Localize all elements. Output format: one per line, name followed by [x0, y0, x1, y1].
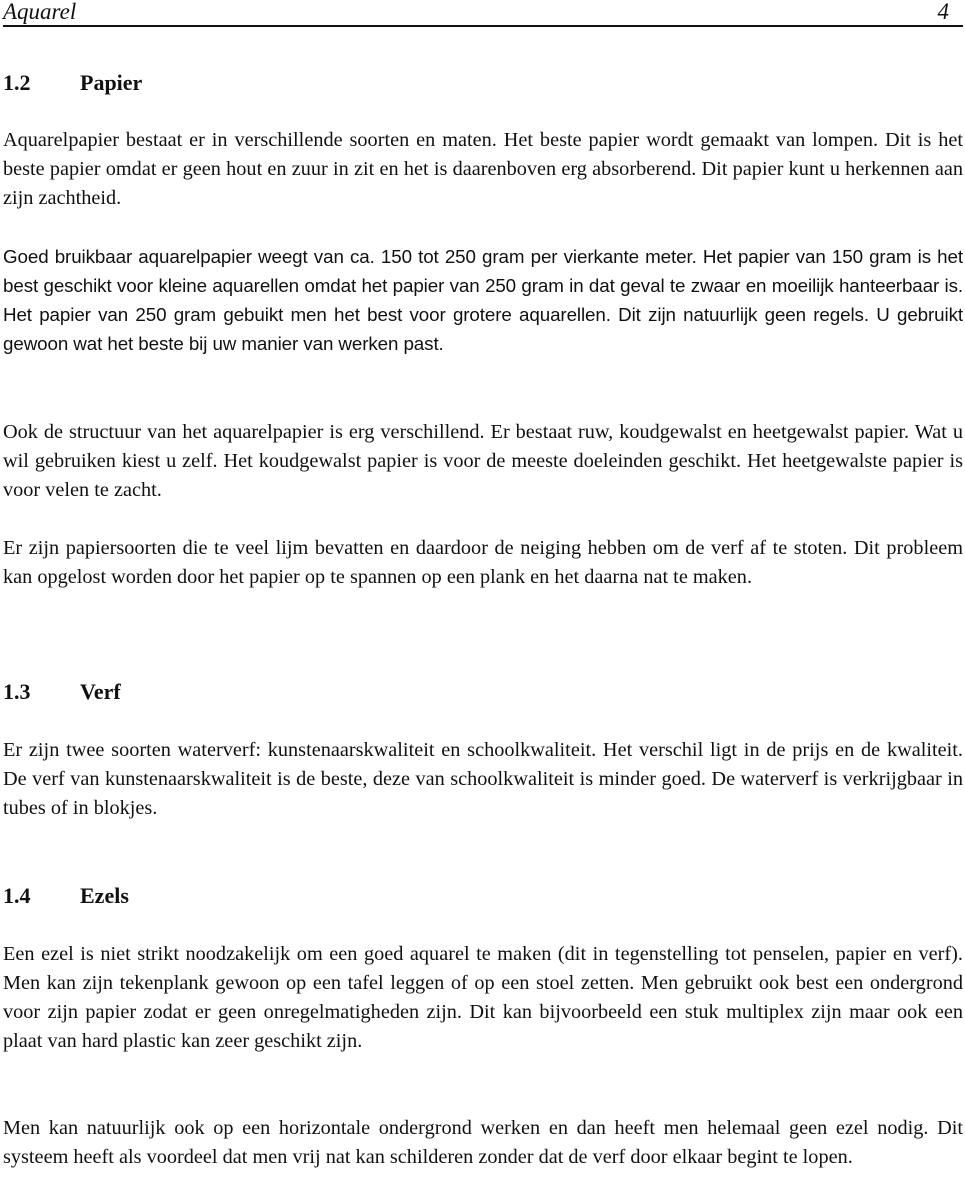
section-number: 1.3 [3, 679, 31, 704]
paragraph: Aquarelpapier bestaat er in verschillende soorten en maten. Het beste papier wordt gemaakt van lompen. Dit is het beste papier omdat er geen hout en zuur in zit en het is daarenboven erg absorberend. Dit papier kunt u herkennen aan zijn zachtheid. [3, 129, 963, 210]
page-number: 4 [937, 0, 949, 24]
header-title: Aquarel [3, 0, 77, 24]
paragraph: Men kan natuurlijk ook op een horizontale ondergrond werken en dan heeft men helemaal geen ezel nodig. Dit systeem heeft als voordeel dat men vrij nat kan schilderen zonder dat de verf door elkaar begint te lopen. [3, 1117, 963, 1169]
section-heading-papier [3, 70, 142, 96]
paragraph: Er zijn papiersoorten die te veel lijm bevatten en daardoor de neiging hebben om de verf af te stoten. Dit probleem kan opgelost worden door het papier op te spannen op een plank en het daarna nat te maken. [3, 537, 963, 589]
section-title: Verf [80, 679, 121, 704]
section-number: 1.2 [3, 70, 31, 95]
section-heading-ezels [3, 883, 129, 909]
paragraph: Een ezel is niet strikt noodzakelijk om een goed aquarel te maken (dit in tegenstelling tot penselen, papier en verf). Men kan zijn tekenplank gewoon op een tafel leggen of op een stoel zetten. Men gebruikt ook best een ondergrond voor zijn papier zodat er geen onregelmatigheden zijn. Dit kan bijvoorbeeld een stuk multiplex zijn maar ook een plaat van hard plastic kan zeer geschikt zijn. [3, 943, 963, 1053]
section-number: 1.4 [3, 883, 31, 908]
running-header [3, 0, 963, 27]
paragraph: Goed bruikbaar aquarelpapier weegt van ca. 150 tot 250 gram per vierkante meter. Het papier van 150 gram is het best geschikt voor kleine aquarellen omdat het papier van 250 gram in dat geval te zwaar en moeilijk hanteerbaar is. Het papier van 250 gram gebuikt men het best voor grotere aquarellen. Dit zijn natuurlijk geen regels. U gebruikt gewoon wat het beste bij uw manier van werken past. [3, 246, 963, 355]
paragraph: Ook de structuur van het aquarelpapier is erg verschillend. Er bestaat ruw, koudgewalst en heetgewalst papier. Wat u wil gebruiken kiest u zelf. Het koudgewalst papier is voor de meeste doeleinden geschikt. Het heetgewalste papier is voor velen te zacht. [3, 421, 963, 502]
section-heading-verf [3, 679, 121, 705]
paragraph: Er zijn twee soorten waterverf: kunstenaarskwaliteit en schoolkwaliteit. Het verschil ligt in de prijs en de kwaliteit. De verf van kunstenaarskwaliteit is de beste, deze van schoolkwaliteit is minder goed. De waterverf is verkrijgbaar in tubes of in blokjes. [3, 739, 963, 820]
section-title: Papier [80, 70, 143, 95]
section-title: Ezels [80, 883, 129, 908]
document-page [3, 0, 963, 1200]
